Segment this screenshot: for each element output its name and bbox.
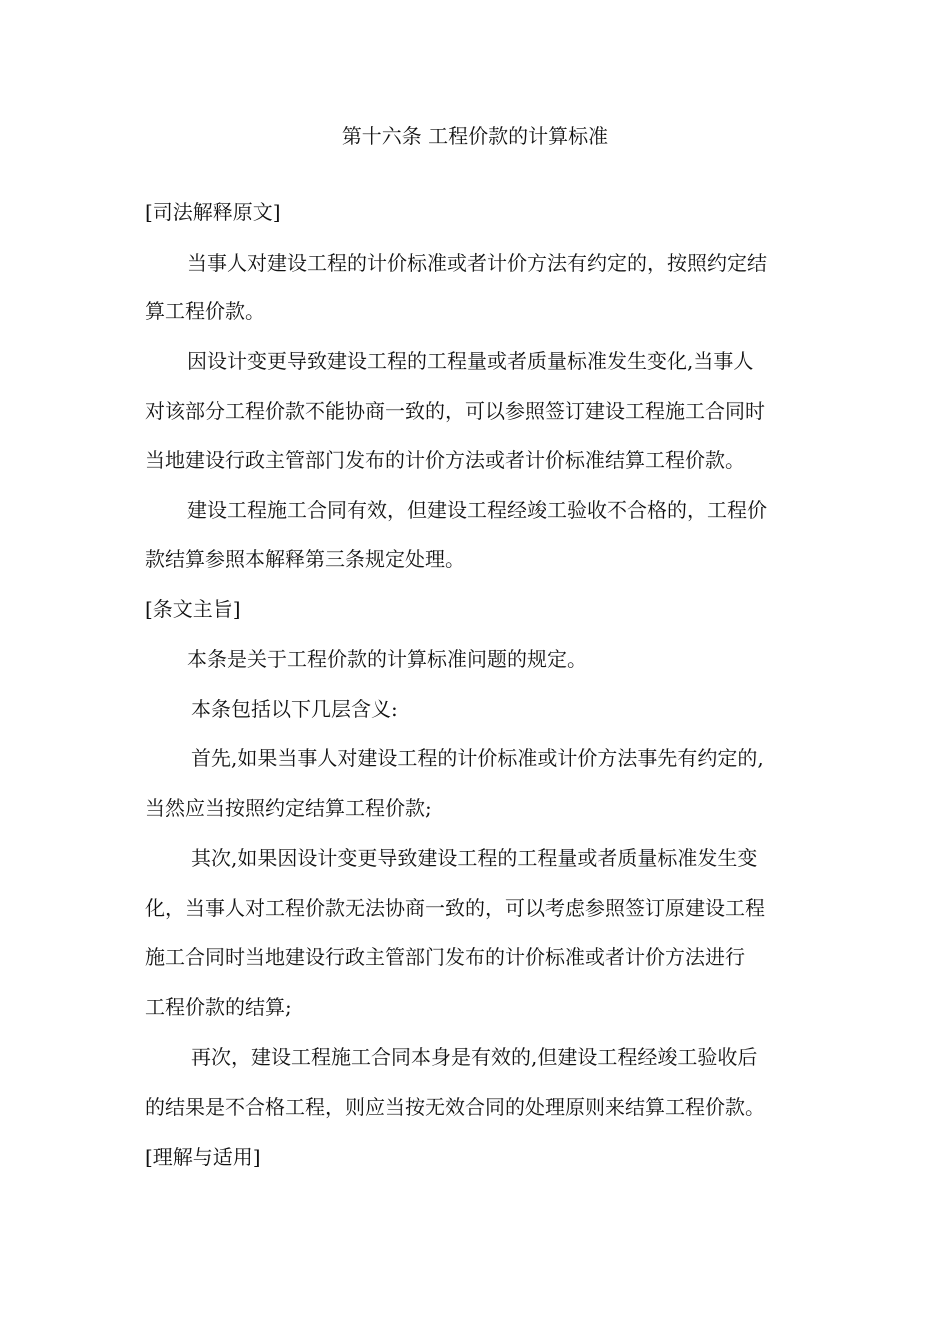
paragraph-line: 本条包括以下几层含义: [191,697,398,721]
paragraph-line: 化，当事人对工程价款无法协商一致的，可以考虑参照签订原建设工程 [145,896,765,920]
paragraph-line: 当地建设行政主管部门发布的计价方法或者计价标准结算工程价款。 [145,448,745,472]
paragraph-line: 因设计变更导致建设工程的工程量或者质量标准发生变化,当事人 [187,349,754,373]
section-heading-understanding: [理解与适用] [145,1145,261,1169]
paragraph-line: 款结算参照本解释第三条规定处理。 [145,547,465,571]
article-title: 第十六条 工程价款的计算标准 [341,124,609,148]
paragraph-line: 对该部分工程价款不能协商一致的，可以参照签订建设工程施工合同时 [145,399,765,423]
paragraph-line: 施工合同时当地建设行政主管部门发布的计价标准或者计价方法进行 [145,945,745,969]
paragraph-line: 的结果是不合格工程，则应当按无效合同的处理原则来结算工程价款。 [145,1095,765,1119]
paragraph-line: 工程价款的结算; [145,995,292,1019]
paragraph-line: 再次，建设工程施工合同本身是有效的,但建设工程经竣工验收后 [191,1045,758,1069]
paragraph-line: 本条是关于工程价款的计算标准问题的规定。 [187,647,587,671]
paragraph-line: 其次,如果因设计变更导致建设工程的工程量或者质量标准发生变 [191,846,758,870]
paragraph-line: 算工程价款。 [145,299,265,323]
section-heading-purpose: [条文主旨] [145,597,241,621]
paragraph-line: 建设工程施工合同有效，但建设工程经竣工验收不合格的，工程价 [187,498,767,522]
paragraph-line: 首先,如果当事人对建设工程的计价标准或计价方法事先有约定的, [191,746,764,770]
section-heading-original-text: [司法解释原文] [145,200,281,224]
paragraph-line: 当事人对建设工程的计价标准或者计价方法有约定的，按照约定结 [187,251,767,275]
paragraph-line: 当然应当按照约定结算工程价款; [145,796,432,820]
